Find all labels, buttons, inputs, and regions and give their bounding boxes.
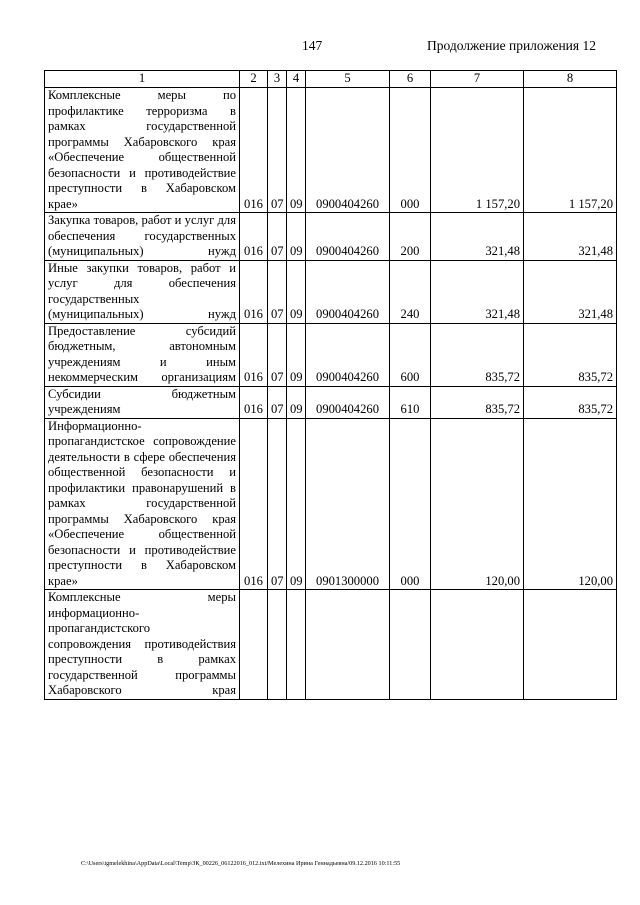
row-code-5: 0900404260 [306, 260, 390, 323]
row-code-5 [306, 590, 390, 700]
row-code-4: 09 [287, 260, 306, 323]
row-amount-8: 1 157,20 [524, 88, 617, 213]
row-description: Комплексные меры по профилактике терроризма в рамках государственной программы Хабаровского края «Обеспечение общественной безопасности и противодействие преступности в Хабаровском крае» [45, 88, 240, 213]
row-code-2: 016 [240, 88, 268, 213]
row-description: Информационно-пропагандистское сопровождение деятельности в сфере обеспечения общественной безопасности и профилактики правонарушений в рамках государственной программы Хабаровского края «Обеспечение общественной безопасности и противодействие преступности в Хабаровском крае» [45, 418, 240, 590]
footer-file-path: C:\Users\igmelekhina\AppData\Local\Temp\ЗК_00226_06122016_012.txt/Мелехина Ирина Геннадьевна/09.12.2016 10:11:55 [81, 860, 401, 867]
row-code-2: 016 [240, 213, 268, 261]
budget-table [44, 70, 617, 700]
column-header: 1 [45, 71, 240, 88]
row-code-6: 610 [390, 386, 431, 418]
row-code-6 [390, 590, 431, 700]
column-header: 6 [390, 71, 431, 88]
column-header: 3 [268, 71, 287, 88]
row-code-6: 240 [390, 260, 431, 323]
row-code-5: 0900404260 [306, 213, 390, 261]
row-code-4: 09 [287, 386, 306, 418]
row-amount-7: 120,00 [431, 418, 524, 590]
row-description: Субсидии бюджетным учреждениям [45, 386, 240, 418]
row-amount-8: 120,00 [524, 418, 617, 590]
appendix-continuation-note: Продолжение приложения 12 [426, 38, 596, 53]
row-amount-8: 835,72 [524, 386, 617, 418]
column-header: 5 [306, 71, 390, 88]
row-code-2: 016 [240, 418, 268, 590]
row-code-4: 09 [287, 418, 306, 590]
table-row [45, 213, 617, 261]
row-amount-8 [524, 590, 617, 700]
row-code-3: 07 [268, 386, 287, 418]
row-amount-7: 835,72 [431, 323, 524, 386]
row-code-2: 016 [240, 386, 268, 418]
row-amount-8: 321,48 [524, 213, 617, 261]
row-amount-8: 321,48 [524, 260, 617, 323]
row-code-4: 09 [287, 88, 306, 213]
column-header: 2 [240, 71, 268, 88]
column-header: 8 [524, 71, 617, 88]
row-code-2 [240, 590, 268, 700]
row-code-3: 07 [268, 260, 287, 323]
column-number-row [45, 71, 617, 88]
row-code-6: 600 [390, 323, 431, 386]
row-code-6: 000 [390, 418, 431, 590]
row-description: Комплексные меры информационно-пропагандистского сопровождения противодействия преступности в рамках государственной программы Хабаровского края [45, 590, 240, 700]
row-amount-8: 835,72 [524, 323, 617, 386]
row-code-3 [268, 590, 287, 700]
table-row [45, 260, 617, 323]
table-row [45, 88, 617, 213]
row-code-6: 000 [390, 88, 431, 213]
column-header: 4 [287, 71, 306, 88]
row-code-3: 07 [268, 323, 287, 386]
row-code-5: 0900404260 [306, 323, 390, 386]
row-description: Предоставление субсидий бюджетным, автономным учреждениям и иным некоммерческим организациям [45, 323, 240, 386]
row-code-4: 09 [287, 213, 306, 261]
row-code-2: 016 [240, 323, 268, 386]
row-amount-7 [431, 590, 524, 700]
row-code-5: 0901300000 [306, 418, 390, 590]
row-code-3: 07 [268, 213, 287, 261]
row-amount-7: 321,48 [431, 213, 524, 261]
row-code-2: 016 [240, 260, 268, 323]
row-code-3: 07 [268, 418, 287, 590]
row-code-4 [287, 590, 306, 700]
row-amount-7: 835,72 [431, 386, 524, 418]
row-code-3: 07 [268, 88, 287, 213]
table-row [45, 386, 617, 418]
page-number: 147 [302, 38, 323, 53]
table-row [45, 323, 617, 386]
row-code-5: 0900404260 [306, 386, 390, 418]
row-code-5: 0900404260 [306, 88, 390, 213]
row-amount-7: 1 157,20 [431, 88, 524, 213]
column-header: 7 [431, 71, 524, 88]
row-code-6: 200 [390, 213, 431, 261]
row-code-4: 09 [287, 323, 306, 386]
table-row [45, 590, 617, 700]
row-amount-7: 321,48 [431, 260, 524, 323]
table-row [45, 418, 617, 590]
row-description: Иные закупки товаров, работ и услуг для обеспечения государственных (муниципальных) нужд [45, 260, 240, 323]
row-description: Закупка товаров, работ и услуг для обеспечения государственных (муниципальных) нужд [45, 213, 240, 261]
